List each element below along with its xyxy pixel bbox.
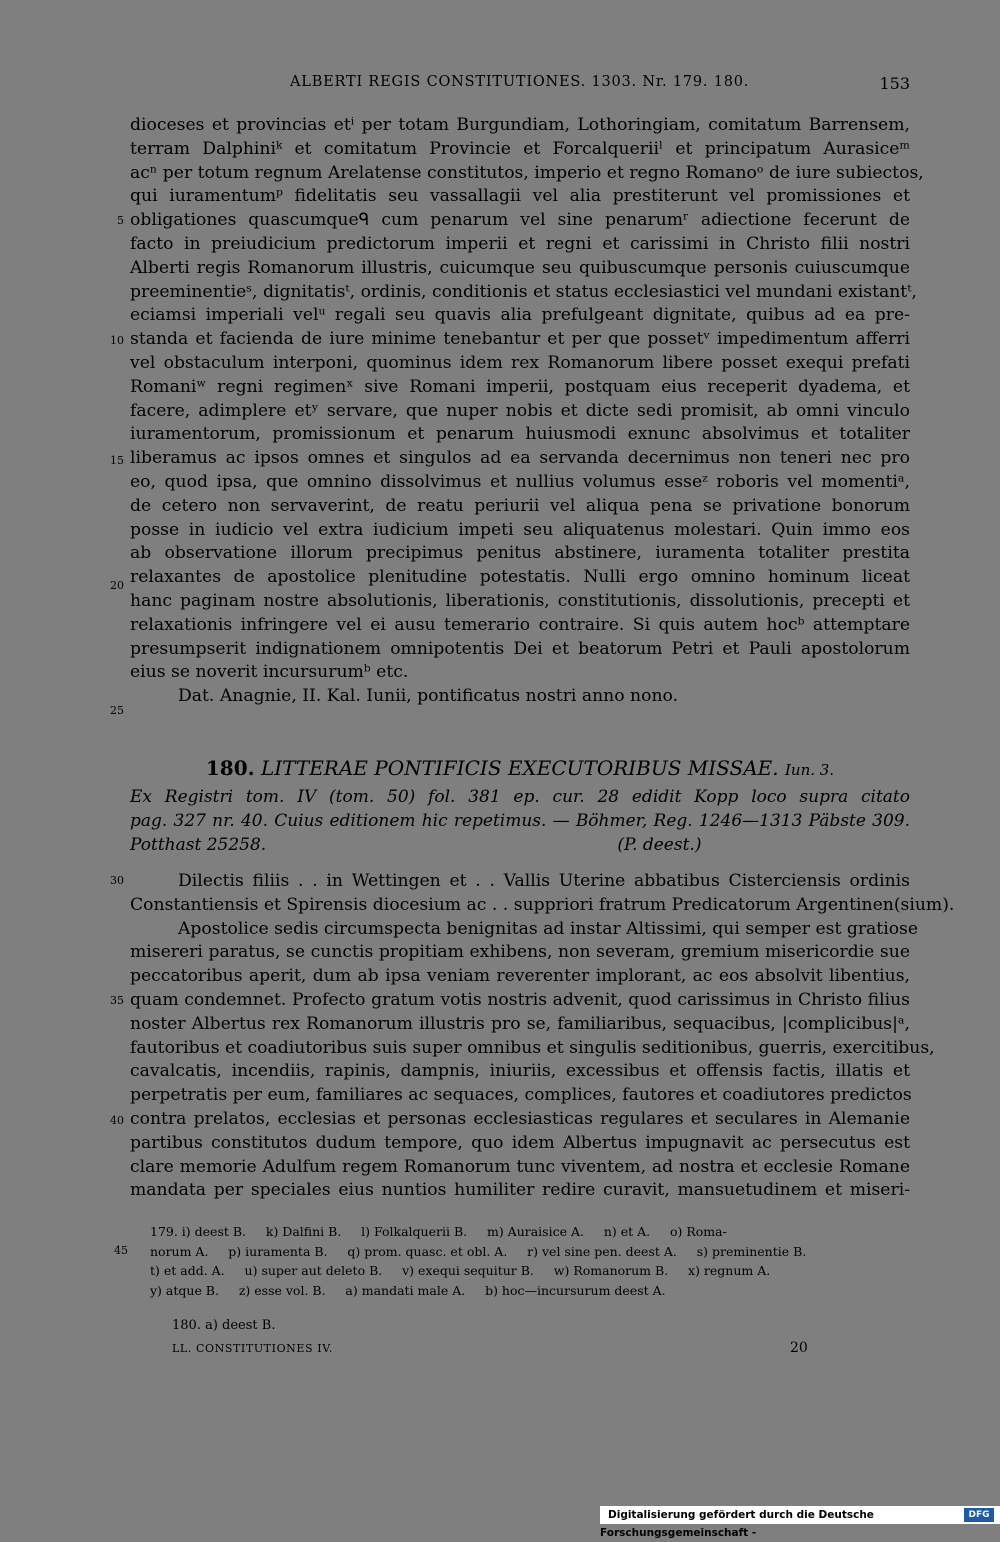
text-line: qui iuramentumᵖ fidelitatis seu vassallagii vel alia prestiterunt vel promissiones et — [130, 186, 910, 207]
text-line: noster Albertus rex Romanorum illustris pro se, familiaribus, sequacibus, |complicibus|ᵃ, — [130, 1013, 910, 1034]
source-line: Potthast 25258. (P. deest.) — [130, 834, 702, 855]
text-line: eius se noverit incursurumᵇ etc. — [130, 662, 409, 683]
text-line: hanc paginam nostre absolutionis, liberationis, constitutionis, dissolutionis, precepti et — [130, 590, 910, 611]
text-line: standa et facienda de iure minime tenebantur et per que possetᵛ impedimentum afferri — [130, 329, 910, 350]
footnote-line: t) et add. A. u) super aut deleto B. v) exequi sequitur B. w) Romanorum B. x) regnum A. — [150, 1263, 771, 1278]
text-line: vel obstaculum interponi, quominus idem rex Romanorum libere posset exequi prefati — [130, 352, 910, 373]
text-line: perpetratis per eum, familiares ac sequaces, complices, fautores et coadiutores predictos — [130, 1085, 912, 1106]
text-line: posse in iudicio vel extra iudicium impeti seu aliquatenus molestari. Quin immo eos — [130, 519, 910, 540]
doc-number: 180. — [205, 756, 255, 780]
text-line: peccatoribus aperit, dum ab ipsa veniam reverenter implorant, ac eos absolvit libentius, — [130, 966, 910, 987]
text-line: facere, adimplere etʸ servare, que nuper nobis et dicte sedi promisit, ab omni vinculo — [130, 400, 910, 421]
line-number: 40 — [110, 1114, 124, 1127]
footnotes-179 — [114, 1222, 910, 1300]
text-line: obligationes quascumqueᑫ cum penarum vel sine penarumʳ adiectione fecerunt de — [130, 210, 910, 231]
line-number: 15 — [110, 454, 124, 467]
text-line: Dilectis filiis . . in Wettingen et . . Vallis Uterine abbatibus Cisterciensis ordinis — [178, 871, 910, 891]
page-header — [130, 74, 910, 98]
doc-180-heading — [130, 756, 910, 780]
text-line: relaxantes de apostolice plenitudine potestatis. Nulli ergo omnino hominum liceat — [130, 567, 910, 588]
digitization-footer — [600, 1506, 1000, 1539]
text-line: liberamus ac ipsos omnes et singulos ad ea servanda decernimus non teneri nec pro — [130, 448, 910, 469]
footnote-line: 179. i) deest B. k) Dalfini B. l) Folkalquerii B. m) Auraisice A. n) et A. o) Roma- — [150, 1224, 727, 1239]
text-line: eciamsi imperiali velᵘ regali seu quavis alia prefulgeant dignitate, quibus ad ea pre- — [130, 305, 910, 326]
source-line: Ex Registri tom. IV (tom. 50) fol. 381 ep. cur. 28 edidit Kopp loco supra citato — [130, 787, 910, 807]
text-line: contra prelatos, ecclesias et personas ecclesiasticas regulares et seculares in Alemanie — [130, 1108, 910, 1129]
dating-clause: Dat. Anagnie, II. Kal. Iunii, pontificatus nostri anno nono. — [178, 686, 679, 707]
source-line: pag. 327 nr. 40. Cuius editionem hic repetimus. — Böhmer, Reg. 1246—1313 Päbste 309. — [130, 810, 910, 831]
line-number: 5 — [117, 214, 124, 227]
line-number: 25 — [110, 704, 124, 717]
doc-180-source — [130, 786, 910, 857]
text-line: terram Dalphiniᵏ et comitatum Provincie et Forcalqueriiˡ et principatum Aurasiceᵐ — [130, 138, 910, 159]
text-line: eo, quod ipsa, que omnino dissolvimus et nullius volumus esseᶻ roboris vel momentiᵃ, — [130, 471, 910, 492]
line-number: 10 — [110, 334, 124, 347]
text-line: ab observatione illorum precipimus penitus abstinere, iuramenta totaliter prestita — [130, 543, 910, 564]
line-number: 35 — [110, 994, 124, 1007]
text-line: fautoribus et coadiutoribus suis super omnibus et singulis seditionibus, guerris, exercitibus, — [130, 1037, 935, 1058]
text-line: misereri paratus, se cunctis propitiam exhibens, non severam, gremium misericordie sue — [130, 942, 910, 963]
running-head: ALBERTI REGIS CONSTITUTIONES. 1303. Nr. 179. 180. — [290, 74, 750, 90]
sheet-number: 20 — [790, 1340, 808, 1356]
text-line: dioceses et provincias etⁱ per totam Burgundiam, Lothoringiam, comitatum Barrensem, — [130, 115, 910, 135]
signature-mark: LL. CONSTITUTIONES IV. — [172, 1342, 333, 1355]
text-line: Alberti regis Romanorum illustris, cuicumque seu quibuscumque personis cuiuscumque — [130, 257, 910, 278]
text-line: Constantiensis et Spirensis diocesium ac . . suppriori fratrum Predicatorum Argentinen(sium). — [130, 894, 955, 915]
dfg-logo: DFG — [964, 1508, 994, 1522]
text-line: partibus constitutos dudum tempore, quo idem Albertus impugnavit ac persecutus est — [130, 1132, 910, 1153]
doc-180-text — [110, 870, 955, 1203]
doc-date: Iun. 3. — [784, 761, 835, 779]
text-line: cavalcatis, incendiis, rapinis, dampnis, iniuriis, excessibus et offensis factis, illatis et — [130, 1061, 910, 1082]
page-number: 153 — [879, 74, 910, 93]
footnote-line: norum A. p) iuramenta B. q) prom. quasc. et obl. A. r) vel sine pen. deest A. s) preminentie B. — [150, 1243, 807, 1259]
text-line: mandata per speciales eius nuntios humiliter redire curavit, mansuetudinem et miseri- — [130, 1180, 910, 1201]
text-line: presumpserit indignationem omnipotentis Dei et beatorum Petri et Pauli apostolorum — [130, 638, 910, 659]
footnote-line: y) atque B. z) esse vol. B. a) mandati male A. b) hoc—incursurum deest A. — [150, 1282, 666, 1298]
text-line: Romaniʷ regni regimenˣ sive Romani imperii, postquam eius receperit dyadema, et — [130, 376, 910, 397]
text-line: quam condemnet. Profecto gratum votis nostris advenit, quod carissimus in Christo filius — [130, 989, 910, 1010]
text-line: Apostolice sedis circumspecta benignitas ad instar Altissimi, qui semper est gratiose — [178, 918, 919, 939]
text-line: de cetero non servaverint, de reatu periurii vel aliqua pena se privatione bonorum — [130, 495, 910, 516]
footer-text: Digitalisierung gefördert durch die Deutsche Forschungsgemeinschaft - — [600, 1509, 874, 1539]
line-number: 30 — [110, 874, 124, 887]
doc-179-text — [110, 114, 924, 717]
footnote-180: 180. a) deest B. — [172, 1318, 276, 1333]
text-line: facto in preiudicium predictorum imperii et regni et carissimi in Christo filii nostri — [130, 233, 910, 254]
text-line: acⁿ per totum regnum Arelatense constitutos, imperio et regno Romanoᵒ de iure subiectos, — [130, 162, 924, 183]
text-line: iuramentorum, promissionum et penarum huiusmodi exnunc absolvimus et totaliter — [130, 424, 910, 445]
text-line: relaxationis infringere vel ei ausu temerario contraire. Si quis autem hocᵇ attemptare — [130, 614, 910, 635]
line-number: 45 — [114, 1244, 128, 1257]
text-line: clare memorie Adulfum regem Romanorum tunc viventem, ad nostra et ecclesie Romane — [130, 1156, 910, 1177]
line-number: 20 — [110, 579, 124, 592]
text-line: preeminentieˢ, dignitatisᵗ, ordinis, conditionis et status ecclesiastici vel mundani existantᵗ, — [130, 281, 917, 302]
doc-title: LITTERAE PONTIFICIS EXECUTORIBUS MISSAE. — [260, 756, 779, 780]
